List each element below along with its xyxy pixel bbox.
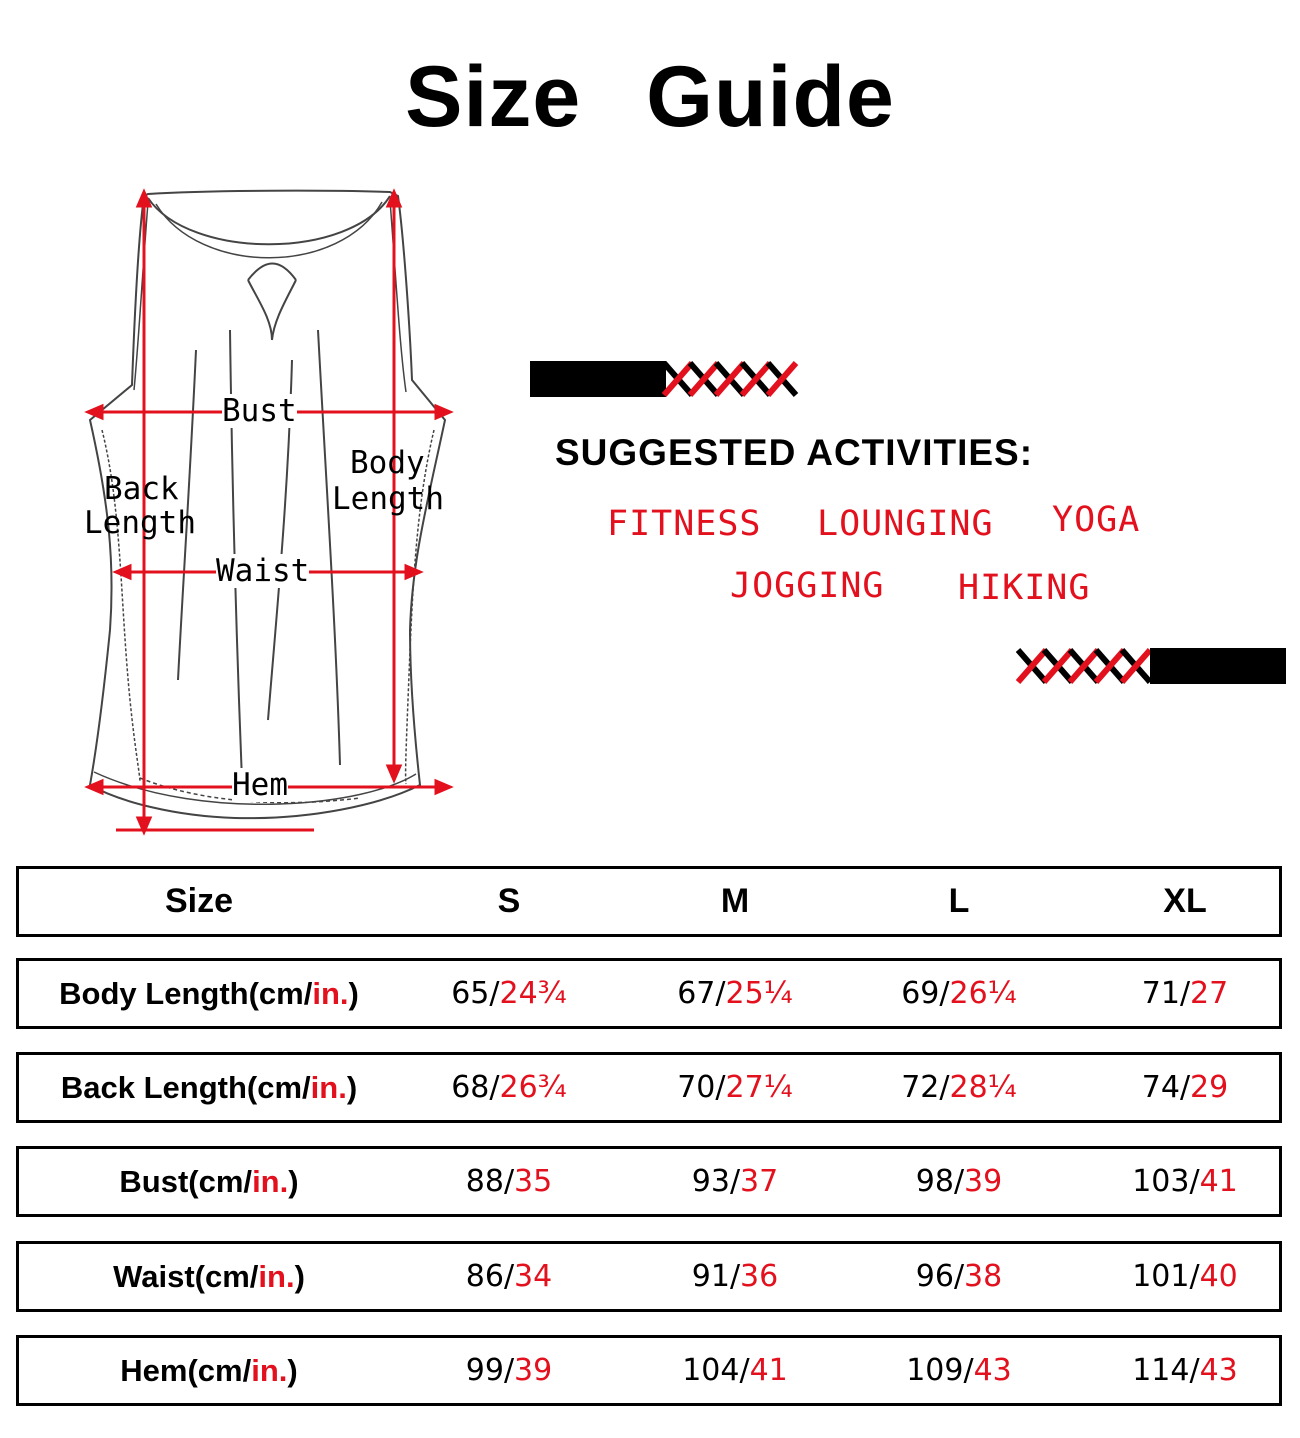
cell-l: 96/ 38 <box>915 1259 1003 1294</box>
header-m: M <box>720 882 750 920</box>
cell-s: 65/ 24¾ <box>451 976 567 1011</box>
bust-label: Bust <box>222 393 297 429</box>
table-row-bust <box>16 1146 1282 1217</box>
header-s: S <box>497 882 521 920</box>
activity-fitness: FITNESS <box>607 504 762 544</box>
hem-label: Hem <box>232 767 288 803</box>
table-row-body-length <box>16 958 1282 1029</box>
cell-s: 86/ 34 <box>465 1259 553 1294</box>
table-row-back-length <box>16 1052 1282 1123</box>
cell-m: 70/ 27¼ <box>677 1070 793 1105</box>
cell-l: 98/ 39 <box>915 1164 1003 1199</box>
table-row-hem <box>16 1335 1282 1406</box>
back-length-label-line2: Length <box>84 505 196 541</box>
activity-lounging: LOUNGING <box>817 504 994 544</box>
cell-s: 88/ 35 <box>465 1164 553 1199</box>
header-size: Size <box>164 882 234 920</box>
cell-m: 91/ 36 <box>691 1259 779 1294</box>
activity-hiking: HIKING <box>958 568 1091 608</box>
header-l: L <box>948 882 970 920</box>
table-row-waist <box>16 1241 1282 1312</box>
cell-m: 104/ 41 <box>682 1353 788 1388</box>
waist-label: Waist <box>216 553 310 589</box>
row-label: Hem(cm/ in. ) <box>120 1352 298 1388</box>
cell-s: 99/ 39 <box>465 1353 553 1388</box>
cell-l: 69/ 26¼ <box>901 976 1017 1011</box>
cell-m: 67/ 25¼ <box>677 976 793 1011</box>
decorative-bar-top <box>530 361 666 397</box>
body-length-label-line1: Body <box>350 445 425 481</box>
row-label: Bust(cm/ in. ) <box>119 1163 299 1199</box>
activity-yoga: YOGA <box>1052 500 1141 540</box>
row-label: Waist(cm/ in. ) <box>113 1258 305 1294</box>
decorative-x-marks-top <box>662 361 802 397</box>
cell-xl: 74/ 29 <box>1141 1070 1229 1105</box>
size-header-row <box>16 866 1282 937</box>
header-xl: XL <box>1163 882 1207 920</box>
cell-xl: 71/ 27 <box>1141 976 1229 1011</box>
tank-top-diagram <box>60 180 480 840</box>
cell-xl: 103/ 41 <box>1132 1164 1238 1199</box>
decorative-bar-bottom <box>1150 648 1286 684</box>
activity-jogging: JOGGING <box>730 566 885 606</box>
cell-xl: 114/ 43 <box>1132 1353 1238 1388</box>
activities-title: SUGGESTED ACTIVITIES: <box>555 432 1034 473</box>
row-label: Back Length(cm/ in. ) <box>60 1069 358 1105</box>
cell-m: 93/ 37 <box>691 1164 779 1199</box>
body-length-label-line2: Length <box>332 481 444 517</box>
cell-s: 68/ 26¾ <box>451 1070 567 1105</box>
cell-l: 72/ 28¼ <box>901 1070 1017 1105</box>
decorative-x-marks-bottom <box>1016 648 1156 684</box>
back-length-label-line1: Back <box>104 471 179 507</box>
cell-l: 109/ 43 <box>906 1353 1012 1388</box>
row-label: Body Length(cm/ in. ) <box>59 975 359 1011</box>
page-title: Size Guide <box>405 49 895 145</box>
cell-xl: 101/ 40 <box>1132 1259 1238 1294</box>
